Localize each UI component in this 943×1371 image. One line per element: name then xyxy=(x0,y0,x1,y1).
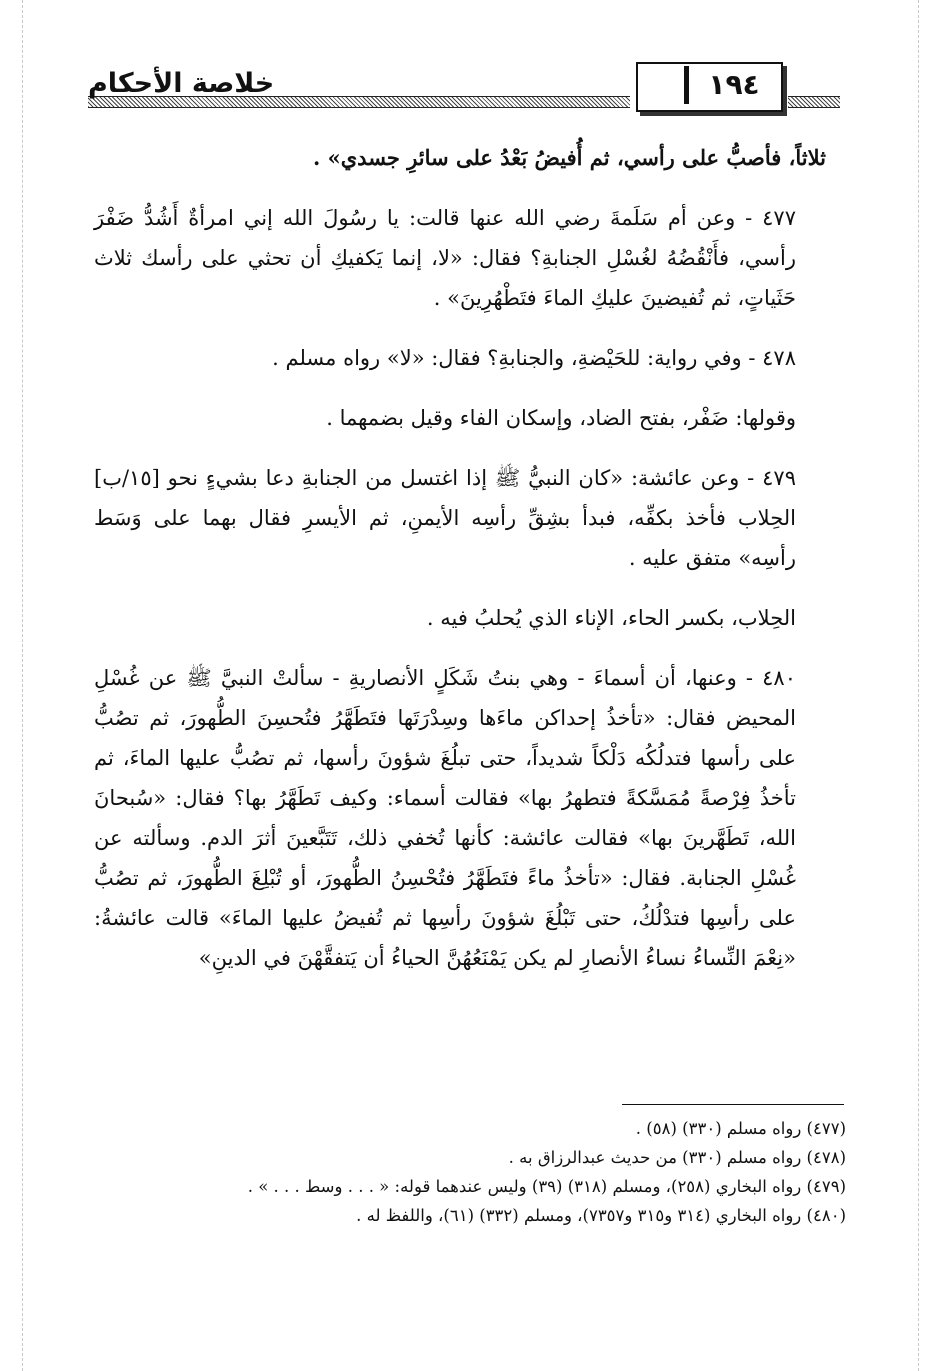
footnote-479: (٤٧٩) رواه البخاري (٢٥٨)، ومسلم (٣١٨) (٣٩) وليس عندهما قوله: « . . . وسط . . . » . xyxy=(247,1177,846,1196)
footnotes xyxy=(130,1114,846,1230)
paragraph: ثلاثاً، فأصبُّ على رأسي، ثم أُفيضُ بَعْدُ على سائرِ جسدي» . xyxy=(312,145,826,170)
footnote-478: (٤٧٨) رواه مسلم (٣٣٠) من حديث عبدالرزاق به . xyxy=(508,1148,846,1167)
paragraph-hadith-480: ٤٨٠ - وعنها، أن أسماءَ - وهي بنتُ شَكَلٍ الأنصاريةِ - سألتْ النبيَّ ﷺ عن غُسْلِ المحيض فقال: «تأخذُ إحداكن ماءَها وسِدْرَتَها فتَطَهَّرُ فتُحسِنَ الطُّهورَ، ثم تصُبُّ على رأسها فتدلُكُه دَلْكاً شديداً، حتى تبلُغَ شؤونَ رأسها، ثم تصُبُّ عليها الماءَ، ثم تأخذُ فِرْصةً مُمَسَّكةً فتطهرُ بها» فقالت أسماء: وكيف تَطَهَّرُ بها؟ فقال: «سُبحانَ الله، تَطَهَّرينَ بها» فقالت عائشة: كأنها تُخفي ذلك، تَتَبَّعينَ أثرَ الدم. وسألته عن غُسْلِ الجنابة. فقال: «تأخذُ ماءً فتَطَهَّرُ فتُحْسِنُ الطُّهورَ، أو تُبْلِغَ الطُّهورَ، ثم تصُبُّ على رأسِها فتدْلُكُ، حتى تَبْلُغَ شؤونَ رأسِها ثم تُفيضُ عليها الماءَ» قالت عائشةُ: «نِعْمَ النِّساءُ نساءُ الأنصارِ لم يكن يَمْنَعُهُنَّ الحياءُ أن يَتفقَّهْنَ في الدينِ» xyxy=(94,666,796,970)
paragraph-hadith-479: ٤٧٩ - وعن عائشة: «كان النبيُّ ﷺ إذا اغتسل من الجنابةِ دعا بشيءٍ نحو [١٥/ب] الحِلاب فأخذ بكفِّه، فبدأ بشِقِّ رأسِه الأيمنِ، ثم الأيسرِ فقال بهما على وَسَط رأسِه» متفق عليه . xyxy=(94,466,796,570)
header-ornament-right xyxy=(788,96,840,108)
paragraph-note: وقولها: ضَفْر، بفتح الضاد، وإسكان الفاء وقيل بضمهما . xyxy=(326,406,796,430)
scan-edge-left xyxy=(22,0,23,1371)
page-header xyxy=(88,58,840,118)
paragraph-hadith-478: ٤٧٨ - وفي رواية: للحَيْضةِ، والجنابةِ؟ فقال: «لا» رواه مسلم . xyxy=(272,346,796,370)
page-number: ١٩٤ xyxy=(708,68,760,101)
footnote-480: (٤٨٠) رواه البخاري (٣١٤ و٣١٥ و٧٣٥٧)، ومسلم (٣٣٢) (٦١)، واللفظ له . xyxy=(356,1206,846,1225)
book-title: خلاصة الأحكام xyxy=(88,68,275,99)
footnote-separator xyxy=(622,1104,844,1105)
main-text xyxy=(94,138,826,978)
footnote-477: (٤٧٧) رواه مسلم (٣٣٠) (٥٨) . xyxy=(635,1119,846,1138)
paragraph-note: الحِلاب، بكسر الحاء، الإناء الذي يُحلبُ فيه . xyxy=(426,606,796,630)
paragraph-hadith-477: ٤٧٧ - وعن أم سَلَمةَ رضي الله عنها قالت: يا رسُولَ الله إني امرأةٌ أَشُدُّ ضَفْرَ رأسي، فأَنْقُضُهُ لغُسْلِ الجنابةِ؟ فقال: «لا، إنما يَكفيكِ أن تحثي على رأسك ثلاث حَثَياتٍ، ثم تُفيضينَ عليكِ الماءَ فتَطْهُرِينَ» . xyxy=(94,206,796,310)
scan-edge-right xyxy=(918,0,919,1371)
